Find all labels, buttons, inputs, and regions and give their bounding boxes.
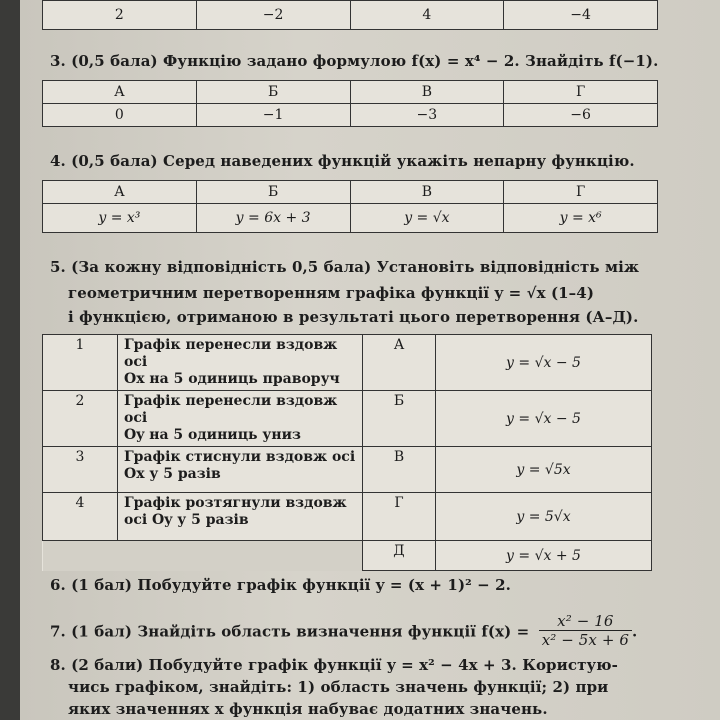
table-cell: −4 (504, 1, 658, 30)
option-c-value: −3 (350, 104, 504, 127)
table-row (43, 447, 652, 493)
table-row (43, 335, 652, 391)
table-row (43, 204, 658, 233)
question-3-text: 3. (0,5 бала) Функцію задано формулою f(x) = x⁴ − 2. Знайдіть f(−1). (50, 52, 659, 70)
question-8-line-3: яких значеннях x функція набуває додатних значень. (68, 700, 548, 718)
table-header-row (43, 181, 658, 204)
fraction (539, 612, 632, 649)
question-7-label: 7. (1 бал) Знайдіть область визначення функції f(x) = (50, 622, 530, 641)
table-row (43, 391, 652, 447)
option-d-header: Г (504, 81, 658, 104)
option-letter: А (363, 335, 436, 391)
table-row (43, 1, 658, 30)
option-a-value: 0 (43, 104, 197, 127)
table-cell: 2 (43, 1, 197, 30)
transformation-description (118, 335, 363, 391)
description-line: Графік стиснули вздовж осі (124, 449, 356, 465)
transformation-description (118, 447, 363, 493)
description-line: Графік перенесли вздовж осі (124, 393, 338, 426)
option-a-header: А (43, 181, 197, 204)
option-b-value: −1 (196, 104, 350, 127)
table-row (43, 493, 652, 541)
row-number: 2 (43, 391, 118, 447)
empty-cell (118, 541, 363, 571)
question-5-matching-table (42, 334, 652, 571)
question-3-answer-table (42, 80, 658, 127)
table-header-row (43, 81, 658, 104)
option-d-header: Г (504, 181, 658, 204)
previous-answer-table (42, 0, 658, 30)
table-cell: 4 (350, 1, 504, 30)
option-b-value: y = 6x + 3 (196, 204, 350, 233)
row-number: 3 (43, 447, 118, 493)
option-letter: Д (363, 541, 436, 571)
function-option: y = √x − 5 (436, 391, 652, 447)
question-5-line-1: 5. (За кожну відповідність 0,5 бала) Установіть відповідність між (50, 258, 640, 276)
table-row (43, 104, 658, 127)
option-a-value: y = x³ (43, 204, 197, 233)
function-option: y = 5√x (436, 493, 652, 541)
row-number: 1 (43, 335, 118, 391)
description-line: Графік перенесли вздовж осі (124, 337, 338, 370)
worksheet-page (20, 0, 720, 720)
option-b-header: Б (196, 181, 350, 204)
option-c-header: В (350, 81, 504, 104)
question-7-text: 7. (1 бал) Знайдіть область визначення функції f(x) = $\frac{\text{x² − 16}}{\text{x² − 5x + 6}}$ . (50, 612, 638, 649)
fraction-denominator: x² − 5x + 6 (541, 631, 630, 649)
fraction-numerator: x² − 16 (539, 612, 632, 631)
question-4-text: 4. (0,5 бала) Серед наведених функцій укажіть непарну функцію. (50, 152, 635, 170)
table-row (43, 541, 652, 571)
row-number: 4 (43, 493, 118, 541)
function-option: y = √5x (436, 447, 652, 493)
option-letter: Г (363, 493, 436, 541)
description-line: Oy на 5 одиниць униз (124, 427, 301, 443)
question-8-line-1: 8. (2 бали) Побудуйте графік функції y = x² − 4x + 3. Користую- (50, 656, 618, 674)
option-letter: Б (363, 391, 436, 447)
description-line: Ox на 5 одиниць праворуч (124, 371, 340, 387)
question-5-line-3: і функцією, отриманою в результаті цього перетворення (А–Д). (68, 308, 639, 326)
option-c-header: В (350, 181, 504, 204)
question-5-line-2: геометричним перетворенням графіка функції y = √x (1–4) (68, 284, 595, 302)
transformation-description (118, 391, 363, 447)
empty-cell (43, 541, 118, 571)
question-4-answer-table (42, 180, 658, 233)
option-d-value: −6 (504, 104, 658, 127)
table-cell: −2 (196, 1, 350, 30)
function-option: y = √x − 5 (436, 335, 652, 391)
option-b-header: Б (196, 81, 350, 104)
description-line: Графік розтягнули вздовж (124, 495, 347, 511)
option-letter: В (363, 447, 436, 493)
description-line: Ox у 5 разів (124, 466, 221, 482)
question-8-line-2: чись графіком, знайдіть: 1) область значень функції; 2) при (68, 678, 609, 696)
description-line: осі Oy у 5 разів (124, 512, 249, 528)
function-option: y = √x + 5 (436, 541, 652, 571)
question-6-text: 6. (1 бал) Побудуйте графік функції y = (x + 1)² − 2. (50, 576, 511, 594)
option-d-value: y = x⁶ (504, 204, 658, 233)
option-a-header: А (43, 81, 197, 104)
transformation-description (118, 493, 363, 541)
option-c-value: y = √x (350, 204, 504, 233)
